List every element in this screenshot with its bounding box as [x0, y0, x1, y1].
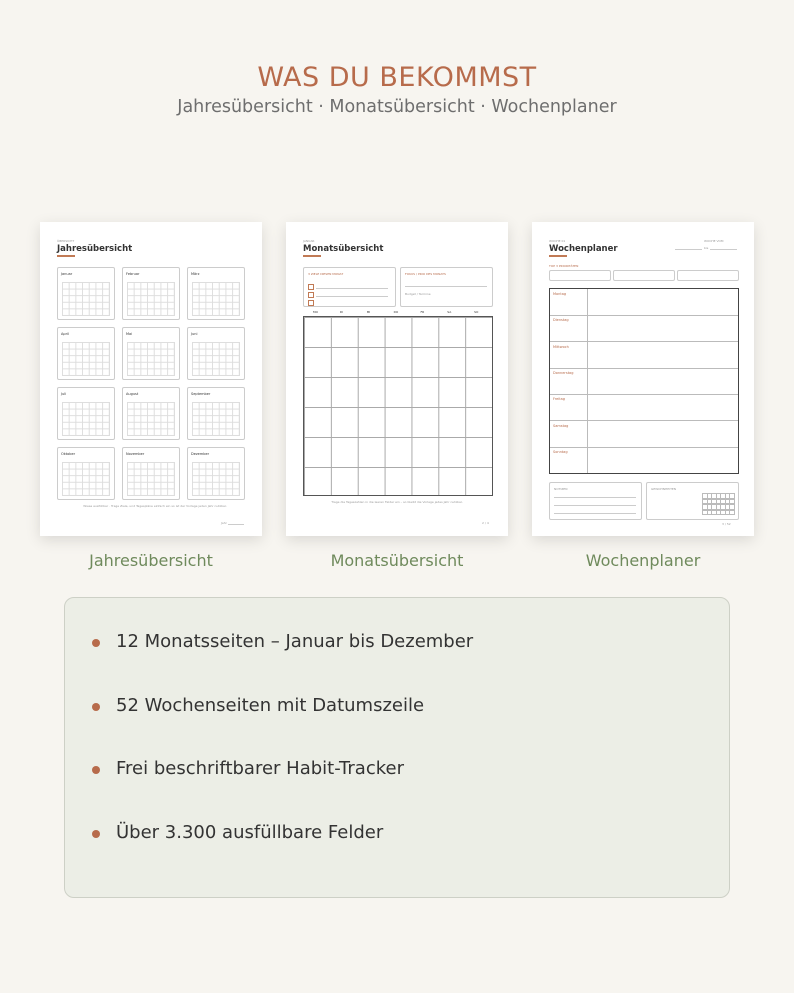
month-day-grid — [127, 342, 175, 376]
page-label: Jahr — [221, 521, 227, 525]
day-row — [550, 394, 738, 421]
habit-box — [646, 482, 739, 520]
month-name: Mai — [126, 332, 133, 336]
month-day-grid — [62, 462, 110, 496]
habit-label: GEWOHNHEITEN — [651, 487, 677, 491]
month-day-grid — [62, 342, 110, 376]
feature-item — [65, 628, 665, 658]
day-label: Donnerstag — [553, 370, 574, 375]
priorities-label: TOP 3 PRIORITÄTEN — [549, 264, 579, 268]
week-of-label: WOCHE VOM — [704, 239, 724, 243]
card-title: Jahresübersicht — [57, 244, 133, 254]
day-label: Montag — [553, 292, 567, 296]
month-box — [57, 447, 115, 500]
month-name: November — [126, 452, 145, 456]
weekday-label: FR — [420, 310, 425, 314]
day-label: Sonntag — [553, 449, 568, 454]
month-name: Dezember — [191, 452, 210, 456]
month-name: August — [126, 392, 139, 396]
month-name: Juni — [191, 332, 198, 336]
notes-line — [554, 497, 636, 498]
calendar-grid — [303, 316, 493, 496]
month-day-grid — [62, 282, 110, 316]
week-days-box — [549, 288, 739, 474]
goal-checkbox-1 — [308, 284, 314, 290]
month-box — [57, 327, 115, 380]
page-label-line — [228, 524, 244, 525]
day-row — [550, 447, 738, 473]
card-footer-note: Trage die Tageszahlen in die leeren Felder ein – so bleibt die Vorlage jedes Jahr nutzbar. — [331, 500, 463, 504]
weekday-label: MI — [366, 310, 371, 314]
day-label: Samstag — [553, 423, 569, 428]
focus-label: FOKUS / PRIO DES MONATS — [405, 272, 446, 276]
weekday-label: SO — [474, 310, 479, 314]
month-name: Juli — [61, 392, 67, 396]
date-line — [710, 249, 737, 250]
features-panel — [64, 597, 730, 898]
card-footer-note: Wiese ausfüllbar · Trage Ziele, und Tagespläne einfach ein so ist der Vorlage jeden Jahr nutzbar. — [83, 504, 227, 508]
month-day-grid — [192, 282, 240, 316]
notes-box — [549, 482, 642, 520]
bullet-dot-icon — [92, 703, 100, 711]
month-box — [187, 387, 245, 440]
month-box — [187, 327, 245, 380]
caption-jahresuebersicht: Jahresübersicht — [89, 551, 213, 570]
month-box — [122, 387, 180, 440]
feature-item — [65, 755, 665, 785]
notes-line — [554, 513, 636, 514]
notes-line — [554, 505, 636, 506]
day-row — [550, 289, 738, 316]
feature-item — [65, 819, 665, 849]
priority-field-3 — [677, 270, 739, 281]
month-box — [187, 447, 245, 500]
title-underline — [303, 255, 321, 257]
day-row — [550, 342, 738, 369]
month-name: März — [191, 272, 200, 276]
page-number: 2 / 4 — [482, 521, 489, 525]
month-box — [57, 387, 115, 440]
card-title: Wochenplaner — [549, 244, 618, 254]
weekday-label: DI — [339, 310, 344, 314]
month-box — [57, 267, 115, 320]
title-underline — [57, 255, 75, 257]
bullet-dot-icon — [92, 766, 100, 774]
month-box — [187, 267, 245, 320]
preview-card-monatsuebersicht — [286, 222, 508, 536]
goal-line — [316, 288, 388, 289]
bullet-dot-icon — [92, 830, 100, 838]
priority-field-2 — [613, 270, 675, 281]
date-line — [675, 249, 702, 250]
focus-line — [405, 286, 487, 287]
priority-field-1 — [549, 270, 611, 281]
month-name: Oktober — [61, 452, 76, 456]
month-day-grid — [62, 402, 110, 436]
habit-cell — [729, 510, 735, 516]
goal-checkbox-3 — [308, 300, 314, 306]
preview-card-jahresuebersicht — [40, 222, 262, 536]
card-kicker: WOCHE 01 — [549, 239, 566, 243]
day-column-divider — [587, 289, 588, 473]
caption-wochenplaner: Wochenplaner — [585, 551, 701, 570]
month-box — [122, 447, 180, 500]
page-number: 3 / 52 — [722, 522, 731, 526]
card-title: Monatsübersicht — [303, 244, 384, 254]
notes-label: NOTIZEN — [554, 487, 568, 491]
month-day-grid — [127, 282, 175, 316]
feature-item — [65, 692, 665, 722]
focus-box — [400, 267, 493, 307]
month-day-grid — [192, 342, 240, 376]
weekday-label: MO — [313, 310, 318, 314]
month-box — [122, 327, 180, 380]
card-kicker: JANUAR — [303, 239, 315, 243]
feature-text: Über 3.300 ausfüllbare Felder — [116, 821, 384, 843]
day-row — [550, 421, 738, 448]
title-underline — [549, 255, 567, 257]
feature-text: 12 Monatsseiten – Januar bis Dezember — [116, 631, 474, 652]
day-label: Dienstag — [553, 318, 569, 323]
page-subtitle: Jahresübersicht · Monatsübersicht · Wochenplaner — [177, 97, 617, 117]
focus-sublabel: Budget / Termine — [405, 292, 431, 296]
bullet-dot-icon — [92, 639, 100, 647]
goal-checkbox-2 — [308, 292, 314, 298]
preview-card-wochenplaner — [532, 222, 754, 536]
month-name: September — [191, 392, 211, 396]
goals-box — [303, 267, 396, 307]
date-label: bis — [704, 246, 709, 250]
weekday-label: DO — [393, 310, 399, 314]
month-day-grid — [192, 462, 240, 496]
month-box — [122, 267, 180, 320]
day-row — [550, 315, 738, 342]
goals-label: 3 ZIELE DIESEN MONAT — [308, 272, 344, 276]
page-title: WAS DU BEKOMMST — [257, 62, 537, 93]
day-label: Mittwoch — [553, 344, 569, 349]
month-day-grid — [127, 402, 175, 436]
caption-monatsuebersicht: Monatsübersicht — [330, 551, 464, 570]
month-name: Februar — [126, 272, 140, 276]
day-label: Freitag — [553, 397, 565, 402]
month-name: Januar — [61, 272, 73, 276]
feature-text: Frei beschriftbarer Habit-Tracker — [116, 758, 404, 779]
month-name: April — [61, 332, 69, 336]
goal-line — [316, 296, 388, 297]
weekday-label: SA — [447, 310, 452, 314]
month-day-grid — [192, 402, 240, 436]
card-kicker: ÜBERSICHT — [57, 239, 75, 243]
feature-text: 52 Wochenseiten mit Datumszeile — [116, 694, 425, 716]
month-day-grid — [127, 462, 175, 496]
day-row — [550, 368, 738, 395]
